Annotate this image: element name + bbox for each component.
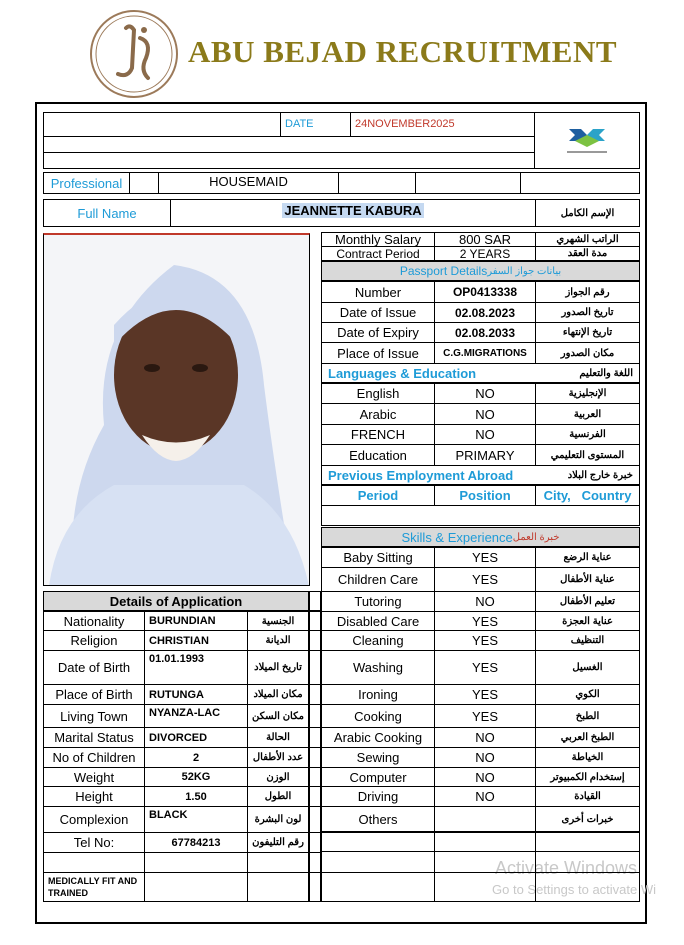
passport-value-0-text: OP0413338 [452, 285, 518, 299]
skill-label-ar-5-text: الغسيل [572, 662, 603, 673]
language-value-2 [434, 424, 536, 445]
skill-label-0-text: Baby Sitting [343, 550, 413, 565]
language-value-3 [434, 444, 536, 466]
date-value: 24NOVEMBER2025 [350, 112, 535, 137]
application-label-ar-1-text: الديانة [265, 635, 291, 646]
application-label-8-text: Height [75, 789, 113, 804]
application-divider-10 [309, 832, 321, 853]
passport-label-ar-0-text: رقم الجواز [565, 286, 610, 298]
application-label-ar-10 [247, 832, 309, 853]
employment-col-position: Position [434, 485, 536, 506]
application-value-6 [144, 747, 248, 768]
application-empty-value [144, 852, 248, 873]
application-divider-1 [309, 630, 321, 651]
skill-label-ar-10-text: إستخدام الكمبيوتر [550, 771, 625, 783]
skill-value-4-text: YES [471, 633, 498, 648]
application-label-ar-9-text: لون البشرة [254, 814, 302, 825]
footer-blank-1 [144, 872, 248, 902]
application-label-ar-2 [247, 650, 309, 685]
application-value-9-text: BLACK [149, 809, 188, 821]
language-label-1 [321, 403, 435, 425]
application-divider-6 [309, 747, 321, 768]
salary-value: 800 SAR [434, 232, 536, 247]
skill-value-10 [434, 767, 536, 787]
application-value-10-text: 67784213 [171, 836, 221, 849]
skill-value-10-text: NO [475, 769, 495, 785]
skill-label-ar-7 [535, 704, 640, 728]
application-value-0 [144, 611, 248, 631]
language-label-ar-1 [535, 403, 640, 425]
skill-label-ar-0 [535, 547, 640, 568]
application-value-0-text: BURUNDIAN [149, 615, 216, 627]
skill-label-10 [321, 767, 435, 787]
application-label-6 [43, 747, 145, 768]
language-label-3 [321, 444, 435, 466]
application-value-2 [144, 650, 248, 685]
skill-value-9-text: NO [475, 750, 495, 765]
skill-label-ar-1-text: عناية الأطفال [560, 574, 615, 585]
skill-value-8-text: NO [475, 730, 495, 745]
application-value-1-text: CHRISTIAN [149, 634, 209, 647]
skill-label-2 [321, 591, 435, 612]
application-label-0-text: Nationality [63, 613, 125, 629]
application-label-ar-10-text: رقم التليفون [252, 837, 304, 848]
skill-label-0 [321, 547, 435, 568]
application-label-ar-9 [247, 806, 309, 833]
language-label-ar-0 [535, 383, 640, 404]
skill-label-ar-3-text: عناية العجزة [562, 615, 613, 627]
skill-label-8 [321, 727, 435, 748]
skill-label-4-text: Cleaning [352, 633, 404, 648]
skill-label-ar-12 [535, 806, 640, 833]
application-divider-3 [309, 684, 321, 705]
application-label-ar-3-text: مكان الميلاد [253, 689, 303, 700]
passport-label-0-text: Number [354, 284, 402, 300]
application-empty-label [43, 852, 145, 873]
application-divider-col [309, 591, 321, 611]
application-label-ar-5-text: الحالة [266, 732, 290, 743]
languages-heading: Languages & Education اللغة والتعليم [321, 363, 640, 383]
skill-label-10-text: Computer [349, 769, 407, 785]
application-value-3-text: RUTUNGA [149, 688, 204, 701]
language-value-0 [434, 383, 536, 404]
passport-value-0 [434, 281, 536, 303]
application-divider-0 [309, 611, 321, 631]
skill-value-4 [434, 630, 536, 651]
skill-label-12-text: Others [358, 812, 398, 827]
passport-value-2 [434, 322, 536, 343]
contract-value: 2 YEARS [434, 246, 536, 261]
skill-label-ar-4 [535, 630, 640, 651]
skill-label-11 [321, 786, 435, 807]
header-blank-2 [43, 136, 535, 153]
applicant-photo [43, 233, 310, 586]
skill-label-11-text: Driving [357, 789, 399, 804]
language-label-ar-2 [535, 424, 640, 445]
skill-label-ar-6-text: الكوي [575, 689, 600, 700]
passport-label-1-text: Date of Issue [339, 305, 417, 320]
application-label-3 [43, 684, 145, 705]
activate-windows-subtitle: Go to Settings to activate Wi [492, 882, 657, 897]
skill-label-3 [321, 611, 435, 631]
application-value-2-text: 01.01.1993 [149, 653, 205, 665]
language-label-ar-2-text: الفرنسية [569, 429, 606, 440]
application-empty-ar [247, 852, 309, 873]
full-name-label-ar: الإسم الكامل [535, 199, 640, 227]
passport-label-2-text: Date of Expiry [337, 325, 419, 340]
medically-fit-note-text: MEDICALLY FIT AND TRAINED [48, 876, 138, 898]
application-divider-5 [309, 727, 321, 748]
skill-label-3-text: Disabled Care [336, 613, 420, 629]
application-label-ar-7-text: الوزن [266, 771, 290, 783]
application-label-ar-0-text: الجنسية [261, 615, 295, 627]
skill-label-ar-9-text: الخياطة [571, 752, 604, 763]
date-label: DATE [280, 112, 351, 137]
agency-logo-icon [563, 123, 611, 159]
application-value-10 [144, 832, 248, 853]
medically-fit-note [43, 872, 145, 902]
skill-value-5 [434, 650, 536, 685]
application-heading: Details of Application [43, 591, 309, 611]
skill-empty-ar-2 [535, 872, 640, 902]
application-label-10-text: Tel No: [73, 835, 115, 850]
contract-label-ar: مدة العقد [535, 246, 640, 261]
skill-empty-value-0 [434, 831, 536, 852]
application-value-9 [144, 806, 248, 833]
application-label-4 [43, 704, 145, 728]
language-label-ar-3 [535, 444, 640, 466]
language-label-0-text: English [356, 386, 400, 401]
salary-label-ar: الراتب الشهري [535, 232, 640, 247]
skill-value-0-text: YES [471, 550, 498, 565]
application-label-ar-6-text: عدد الأطفال [252, 752, 304, 763]
skill-value-8 [434, 727, 536, 748]
footer-blank-3 [309, 872, 321, 902]
application-label-9-text: Complexion [59, 812, 129, 827]
passport-label-3-text: Place of Issue [337, 345, 419, 361]
date-blank-cell [43, 112, 281, 137]
skill-value-6 [434, 684, 536, 705]
passport-label-ar-1 [535, 302, 640, 323]
passport-value-3 [434, 342, 536, 364]
passport-heading: Passport Details بيانات جواز السفر [321, 261, 640, 281]
application-label-ar-4 [247, 704, 309, 728]
application-label-10 [43, 832, 145, 853]
skill-label-9-text: Sewing [356, 750, 400, 765]
language-label-ar-3-text: المستوى التعليمي [550, 449, 625, 461]
skill-value-5-text: YES [471, 660, 498, 675]
skill-value-7-text: YES [471, 708, 498, 724]
skill-label-ar-5 [535, 650, 640, 685]
employment-col-period: Period [321, 485, 435, 506]
skill-label-5-text: Washing [352, 660, 404, 675]
language-value-1-text: NO [475, 406, 495, 422]
skill-value-3 [434, 611, 536, 631]
application-divider-4 [309, 704, 321, 728]
language-value-2-text: NO [475, 427, 495, 442]
skill-value-0 [434, 547, 536, 568]
application-label-ar-4-text: مكان السكن [252, 710, 304, 722]
skill-label-ar-11-text: القيادة [574, 791, 601, 802]
application-value-7 [144, 767, 248, 787]
skill-label-ar-1 [535, 567, 640, 592]
passport-label-3 [321, 342, 435, 364]
skill-value-11 [434, 786, 536, 807]
passport-label-ar-3 [535, 342, 640, 364]
passport-value-1-text: 02.08.2023 [454, 305, 516, 320]
activate-windows-title: Activate Windows [495, 858, 638, 878]
language-label-3-text: Education [349, 447, 407, 463]
application-label-2-text: Date of Birth [57, 660, 131, 675]
passport-label-ar-1-text: تاريخ الصدور [561, 307, 614, 318]
logo-emblem-icon [88, 8, 180, 100]
skill-label-ar-4-text: التنظيف [570, 635, 605, 646]
skill-value-1 [434, 567, 536, 592]
employment-col-location: City, Country [535, 485, 640, 506]
application-label-ar-8 [247, 786, 309, 807]
language-label-0 [321, 383, 435, 404]
skill-label-6 [321, 684, 435, 705]
skill-label-ar-2 [535, 591, 640, 612]
passport-label-ar-0 [535, 281, 640, 303]
skill-empty-label-0 [321, 831, 435, 852]
application-label-ar-1 [247, 630, 309, 651]
skill-label-4 [321, 630, 435, 651]
passport-label-ar-3-text: مكان الصدور [560, 347, 615, 359]
skill-label-ar-0-text: عناية الرضع [563, 552, 612, 563]
application-divider-8 [309, 786, 321, 807]
skill-label-9 [321, 747, 435, 768]
logo-box [534, 112, 640, 169]
application-value-4-text: NYANZA-LAC [149, 707, 221, 719]
salary-label: Monthly Salary [321, 232, 435, 247]
full-name-label: Full Name [43, 199, 171, 227]
application-label-ar-7 [247, 767, 309, 787]
application-value-5-text: DIVORCED [149, 731, 208, 744]
skill-value-6-text: YES [471, 687, 498, 702]
language-label-ar-0-text: الإنجليزية [568, 388, 607, 399]
language-value-1 [434, 403, 536, 425]
application-label-5-text: Marital Status [54, 730, 134, 745]
application-value-1 [144, 630, 248, 651]
skill-empty-value-2 [434, 872, 536, 902]
skill-empty-value-1 [434, 851, 536, 873]
application-empty-divider [309, 852, 321, 873]
skill-value-2-text: NO [475, 594, 495, 609]
skill-label-7 [321, 704, 435, 728]
skill-empty-label-2 [321, 872, 435, 902]
passport-value-1 [434, 302, 536, 323]
application-label-ar-5 [247, 727, 309, 748]
application-label-8 [43, 786, 145, 807]
application-divider-2 [309, 650, 321, 685]
portrait-image-icon [44, 235, 309, 586]
language-label-2-text: FRENCH [350, 427, 406, 442]
skill-empty-ar-0 [535, 831, 640, 852]
profession-spacer [129, 172, 159, 194]
passport-value-3-text: C.G.MIGRATIONS [443, 347, 527, 359]
skill-empty-ar-1 [535, 851, 640, 873]
application-value-4 [144, 704, 248, 728]
skill-label-1-text: Children Care [337, 572, 419, 587]
language-value-0-text: NO [475, 386, 495, 401]
skill-label-ar-8-text: الطبخ العربي [560, 732, 615, 743]
skill-value-7 [434, 704, 536, 728]
skill-label-8-text: Arabic Cooking [333, 730, 423, 745]
application-value-5 [144, 727, 248, 748]
application-label-4-text: Living Town [60, 708, 128, 724]
passport-label-0 [321, 281, 435, 303]
application-label-ar-3 [247, 684, 309, 705]
skill-label-ar-10 [535, 767, 640, 787]
language-label-2 [321, 424, 435, 445]
application-label-7 [43, 767, 145, 787]
application-label-0 [43, 611, 145, 631]
profession-blank-3 [520, 172, 640, 194]
application-label-9 [43, 806, 145, 833]
skill-label-ar-12-text: خبرات أخرى [561, 814, 614, 825]
application-value-8-text: 1.50 [185, 790, 207, 803]
skill-label-5 [321, 650, 435, 685]
skill-empty-label-1 [321, 851, 435, 873]
skill-label-6-text: Ironing [358, 687, 398, 702]
skill-value-11-text: NO [475, 789, 495, 804]
skill-value-2 [434, 591, 536, 612]
skill-label-1 [321, 567, 435, 592]
application-value-3 [144, 684, 248, 705]
application-label-1 [43, 630, 145, 651]
skill-value-12 [434, 806, 536, 833]
skill-label-ar-9 [535, 747, 640, 768]
skills-heading: Skills & Experience خبرة العمل [321, 527, 640, 547]
skill-value-3-text: YES [471, 613, 498, 629]
language-label-1-text: Arabic [359, 406, 397, 422]
skill-label-ar-6 [535, 684, 640, 705]
application-label-3-text: Place of Birth [55, 687, 133, 702]
application-label-ar-8-text: الطول [264, 791, 292, 802]
passport-label-ar-2-text: تاريخ الإنتهاء [562, 327, 613, 338]
passport-label-2 [321, 322, 435, 343]
skill-value-1-text: YES [471, 572, 498, 587]
application-value-6-text: 2 [192, 751, 200, 764]
company-logo [88, 8, 180, 100]
skill-label-ar-2-text: تعليم الأطفال [559, 596, 616, 607]
passport-label-ar-2 [535, 322, 640, 343]
employment-heading: Previous Employment Abroad خبرة خارج البلاد [321, 465, 640, 485]
profession-value: HOUSEMAID [158, 172, 339, 194]
application-label-2 [43, 650, 145, 685]
profession-blank-2 [415, 172, 521, 194]
language-value-3-text: PRIMARY [455, 447, 515, 463]
company-name: ABU BEJAD RECRUITMENT [188, 34, 618, 69]
skill-label-ar-11 [535, 786, 640, 807]
employment-empty-row [321, 505, 640, 526]
application-value-8 [144, 786, 248, 807]
skill-value-9 [434, 747, 536, 768]
skill-label-2-text: Tutoring [354, 594, 402, 609]
passport-label-1 [321, 302, 435, 323]
header-blank-3 [43, 152, 535, 169]
application-label-ar-2-text: تاريخ الميلاد [254, 662, 302, 673]
language-label-ar-1-text: العربية [573, 408, 602, 420]
skill-label-ar-7-text: الطبخ [575, 710, 600, 722]
skill-label-ar-3 [535, 611, 640, 631]
application-label-5 [43, 727, 145, 748]
full-name-value: JEANNETTE KABURA [170, 199, 536, 227]
skill-label-12 [321, 806, 435, 833]
contract-label: Contract Period [321, 246, 435, 261]
application-label-ar-0 [247, 611, 309, 631]
passport-value-2-text: 02.08.2033 [454, 325, 516, 340]
footer-blank-2 [247, 872, 309, 902]
skill-label-ar-8 [535, 727, 640, 748]
application-value-7-text: 52KG [181, 771, 211, 783]
skill-label-7-text: Cooking [354, 708, 402, 724]
application-label-6-text: No of Children [52, 750, 136, 765]
application-divider-9 [309, 806, 321, 833]
application-label-7-text: Weight [73, 769, 115, 785]
application-divider-7 [309, 767, 321, 787]
application-label-ar-6 [247, 747, 309, 768]
profession-blank-1 [338, 172, 416, 194]
profession-label: Professional [43, 172, 130, 194]
application-label-1-text: Religion [70, 633, 118, 648]
